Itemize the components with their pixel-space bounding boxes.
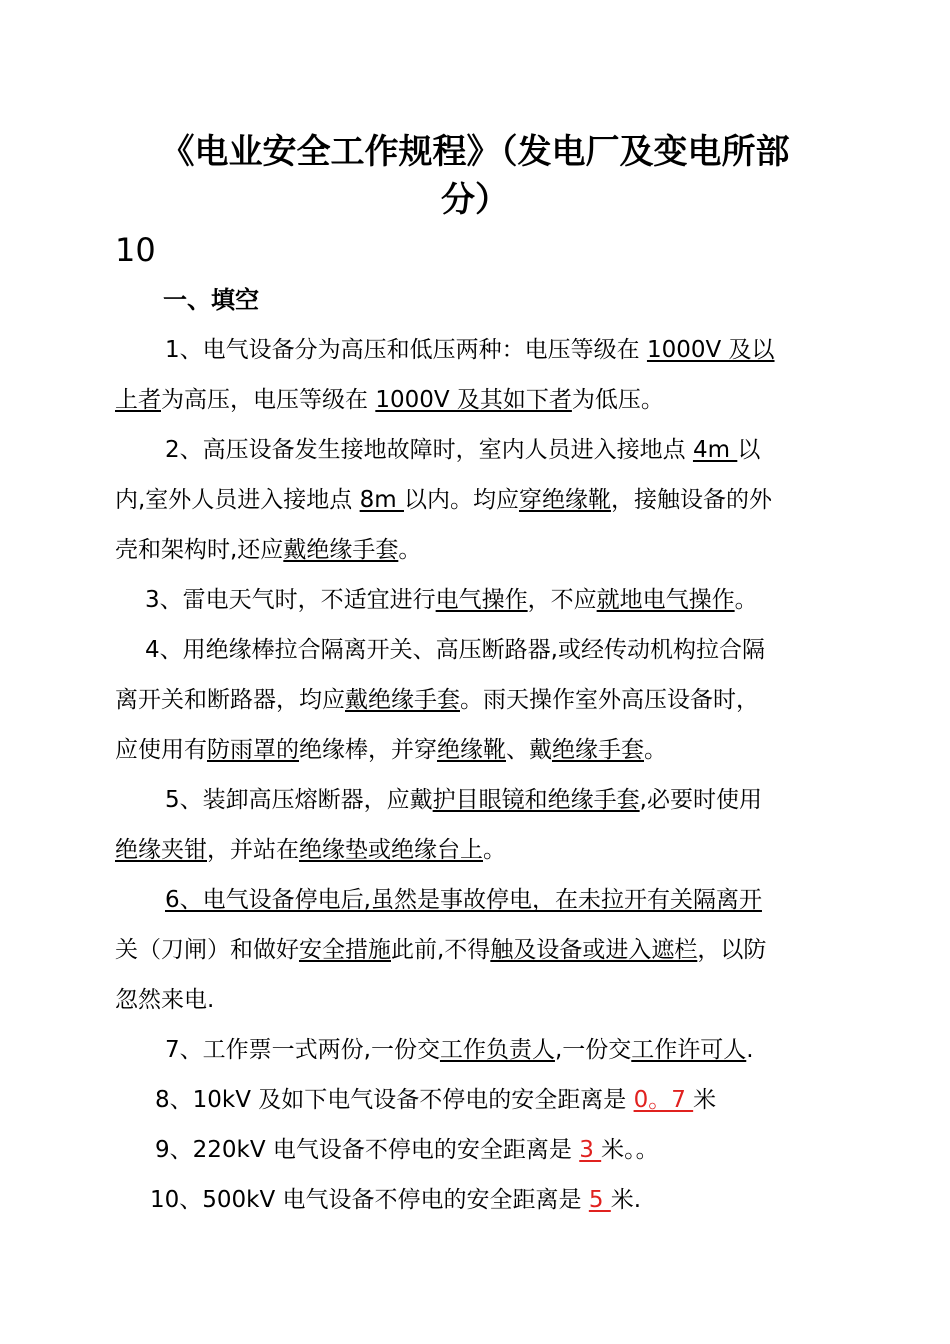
text-segment: 。 <box>398 537 422 563</box>
text-line <box>115 975 850 1025</box>
answer-blank: 5 <box>588 1187 611 1213</box>
text-segment: 2、高压设备发生接地故障时，室内人员进入接地点 <box>165 437 693 463</box>
answer-blank: 上者 <box>115 387 161 413</box>
answer-blank: 工作许可人 <box>631 1037 747 1063</box>
answer-blank: 绝缘靴 <box>437 737 506 763</box>
text-segment: 离开关和断路器，均应 <box>115 687 345 713</box>
answer-blank: 穿绝缘靴 <box>518 487 611 513</box>
text-line <box>115 925 850 975</box>
answer-blank: 护目眼镜和绝缘手套 <box>432 787 640 813</box>
text-segment: 8、10kV 及如下电气设备不停电的安全距离是 <box>155 1087 634 1113</box>
text-line <box>145 625 880 675</box>
answer-blank: 6、电气设备停电后,虽然是事故停电，在未拉开有关隔离开 <box>165 887 762 913</box>
answer-blank: 0。7 <box>633 1087 694 1113</box>
document-title <box>115 128 835 224</box>
text-segment: ，接触设备的外 <box>610 487 772 513</box>
text-line <box>165 875 900 925</box>
answer-blank: 绝缘垫或绝缘台上 <box>299 837 483 863</box>
text-segment: 5、装卸高压熔断器，应戴 <box>165 787 433 813</box>
title-line-1: 《电业安全工作规程》（发电厂及变电所部 <box>160 132 790 172</box>
text-line <box>115 375 850 425</box>
section-heading: 一、填空 <box>163 286 259 314</box>
answer-blank: 安全措施 <box>299 937 391 963</box>
text-line <box>150 1175 885 1225</box>
text-line <box>115 825 850 875</box>
text-segment: 以 <box>737 437 761 463</box>
answer-blank: 绝缘手套 <box>552 737 644 763</box>
text-line <box>155 1075 890 1125</box>
text-segment: 关（刀闸）和做好 <box>115 937 299 963</box>
answer-blank: 防雨罩的 <box>207 737 299 763</box>
text-segment: 绝缘棒，并穿 <box>299 737 437 763</box>
answer-blank: 电气操作 <box>435 587 528 613</box>
text-line <box>115 725 850 775</box>
text-segment: 米. <box>610 1187 642 1213</box>
text-segment: 4、用绝缘棒拉合隔离开关、高压断路器,或经传动机构拉合隔 <box>145 637 765 663</box>
text-segment: ,一份交 <box>554 1037 632 1063</box>
text-segment: 米。。 <box>601 1137 659 1163</box>
text-segment: 以内。均应 <box>403 487 519 513</box>
text-line <box>115 475 850 525</box>
text-segment: 内,室外人员进入接地点 <box>115 487 360 513</box>
text-segment: 9、220kV 电气设备不停电的安全距离是 <box>155 1137 580 1163</box>
text-segment: 。 <box>734 587 758 613</box>
text-segment: 此前,不得 <box>391 937 491 963</box>
answer-blank: 1000V 及以 <box>646 337 775 363</box>
text-segment: ,必要时使用 <box>639 787 762 813</box>
text-segment: 10、500kV 电气设备不停电的安全距离是 <box>150 1187 589 1213</box>
text-segment: 为低压。 <box>571 387 664 413</box>
answer-blank: 就地电气操作 <box>596 587 735 613</box>
text-line <box>145 575 880 625</box>
answer-blank: 工作负责人 <box>439 1037 555 1063</box>
text-segment: 。 <box>644 737 667 763</box>
text-segment: 壳和架构时,还应 <box>115 537 284 563</box>
answer-blank: 戴绝缘手套 <box>283 537 399 563</box>
text-segment: ，不应 <box>527 587 597 613</box>
text-line <box>165 425 900 475</box>
answer-blank: 触及设备或进入遮栏 <box>490 937 698 963</box>
text-line <box>165 1025 900 1075</box>
answer-blank: 1000V 及其如下者 <box>375 387 572 413</box>
text-segment: 1、电气设备分为高压和低压两种：电压等级在 <box>165 337 647 363</box>
text-line <box>115 675 850 725</box>
text-segment: . <box>746 1037 754 1063</box>
text-segment: 米 <box>693 1087 717 1113</box>
page-number: 10 <box>115 231 156 269</box>
text-segment: ，并站在 <box>207 837 299 863</box>
text-line <box>155 1125 890 1175</box>
answer-blank: 绝缘夹钳 <box>115 837 207 863</box>
answer-blank: 3 <box>579 1137 602 1163</box>
text-segment: 。 <box>483 837 506 863</box>
text-segment: 。雨天操作室外高压设备时， <box>460 687 759 713</box>
answer-blank: 8m <box>359 487 404 513</box>
text-line <box>165 775 900 825</box>
text-segment: 忽然来电. <box>115 987 215 1013</box>
answer-blank: 4m <box>692 437 738 463</box>
text-segment: 7、工作票一式两份,一份交 <box>165 1037 440 1063</box>
text-segment: 3、雷电天气时，不适宜进行 <box>145 587 436 613</box>
text-segment: 为高压，电压等级在 <box>161 387 376 413</box>
text-segment: ，以防 <box>697 937 767 963</box>
text-segment: 、戴 <box>506 737 552 763</box>
text-line <box>165 325 900 375</box>
answer-blank: 戴绝缘手套 <box>345 687 460 713</box>
title-line-2: 分） <box>441 180 509 220</box>
text-line <box>115 525 850 575</box>
text-segment: 应使用有 <box>115 737 207 763</box>
